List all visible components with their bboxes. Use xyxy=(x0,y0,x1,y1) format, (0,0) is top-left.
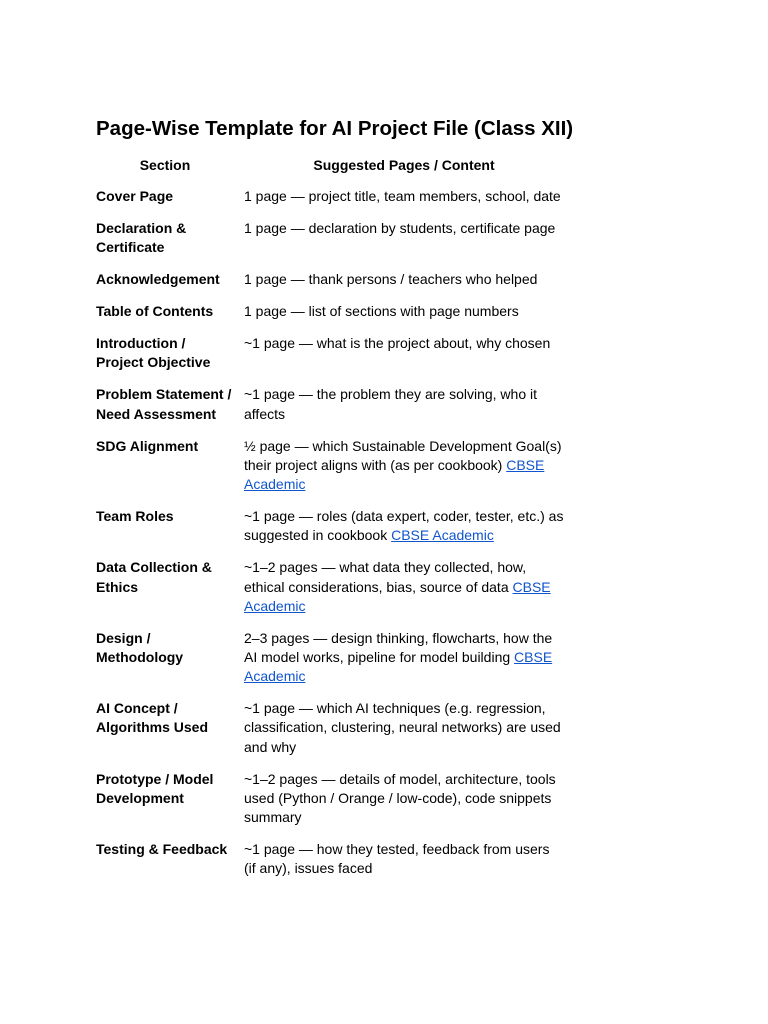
cbse-academic-link[interactable]: CBSE Academic xyxy=(244,578,551,614)
pages-table xyxy=(91,151,569,891)
section-column-header: Section xyxy=(139,157,191,173)
content-cell xyxy=(239,699,569,769)
content-cell xyxy=(239,558,569,628)
section-cell: SDG Alignment xyxy=(96,437,199,454)
content-cell xyxy=(239,437,569,507)
section-cell: Table of Contents xyxy=(96,303,214,320)
content-cell xyxy=(239,629,569,699)
content-text: 1 page — declaration by students, certificate page xyxy=(244,220,556,237)
section-cell: Design / Methodology xyxy=(96,629,184,665)
section-cell: Prototype / Model Development xyxy=(96,770,214,806)
content-text: 1 page — list of sections with page numbers xyxy=(244,303,519,320)
table-row xyxy=(91,334,569,385)
content-text: ~1 page — which AI techniques (e.g. regression, classification, clustering, neural networks) are used and why xyxy=(244,700,561,755)
table-row xyxy=(91,187,569,219)
section-cell: Problem Statement / Need Assessment xyxy=(96,386,232,422)
content-text: ~1–2 pages — what data they collected, how, ethical considerations, bias, source of data xyxy=(244,559,527,595)
content-text: 1 page — thank persons / teachers who helped xyxy=(244,271,538,288)
content-text: 1 page — project title, team members, school, date xyxy=(244,188,561,205)
table-row xyxy=(91,270,569,302)
content-column-header: Suggested Pages / Content xyxy=(313,157,495,173)
table-body xyxy=(91,187,569,891)
table-row xyxy=(91,840,569,891)
content-text: 2–3 pages — design thinking, flowcharts, how the AI model works, pipeline for model building xyxy=(244,629,553,665)
table-row xyxy=(91,558,569,628)
section-cell: Declaration & Certificate xyxy=(96,220,187,256)
table-row xyxy=(91,437,569,507)
table-row xyxy=(91,219,569,270)
content-text: ~1 page — roles (data expert, coder, tester, etc.) as suggested in cookbook xyxy=(244,508,564,544)
table-row xyxy=(91,770,569,840)
content-cell xyxy=(239,770,569,840)
content-cell xyxy=(239,385,569,436)
content-cell xyxy=(239,334,569,385)
table-row xyxy=(91,385,569,436)
table-row xyxy=(91,699,569,769)
section-cell: Acknowledgement xyxy=(96,271,220,288)
document-title: Page-Wise Template for AI Project File (Class XII) xyxy=(96,117,574,140)
content-text: ~1–2 pages — details of model, architecture, tools used (Python / Orange / low-code), code snippets summary xyxy=(244,770,556,826)
table-row xyxy=(91,507,569,558)
content-text: ~1 page — the problem they are solving, who it affects xyxy=(244,386,538,422)
content-cell xyxy=(239,507,569,558)
cbse-academic-link[interactable]: CBSE Academic xyxy=(244,456,545,493)
section-cell: Data Collection & Ethics xyxy=(96,559,212,595)
content-cell xyxy=(239,270,569,302)
section-cell: AI Concept / Algorithms Used xyxy=(96,700,209,736)
section-cell: Cover Page xyxy=(96,188,174,205)
table-row xyxy=(91,629,569,699)
cbse-academic-link[interactable]: CBSE Academic xyxy=(244,648,553,685)
content-text: ½ page — which Sustainable Development Goal(s) their project aligns with (as per cookbook) xyxy=(244,437,562,473)
table-row xyxy=(91,302,569,334)
content-text: ~1 page — how they tested, feedback from users (if any), issues faced xyxy=(244,841,550,877)
content-cell xyxy=(239,302,569,334)
content-cell xyxy=(239,219,569,270)
content-cell xyxy=(239,840,569,891)
content-cell xyxy=(239,187,569,219)
content-text: ~1 page — what is the project about, why chosen xyxy=(244,335,551,352)
cbse-academic-link[interactable]: CBSE Academic xyxy=(391,527,494,544)
section-cell: Team Roles xyxy=(96,508,174,525)
section-cell: Testing & Feedback xyxy=(96,841,228,858)
section-cell: Introduction / Project Objective xyxy=(96,335,211,371)
table-header-row xyxy=(91,151,569,187)
